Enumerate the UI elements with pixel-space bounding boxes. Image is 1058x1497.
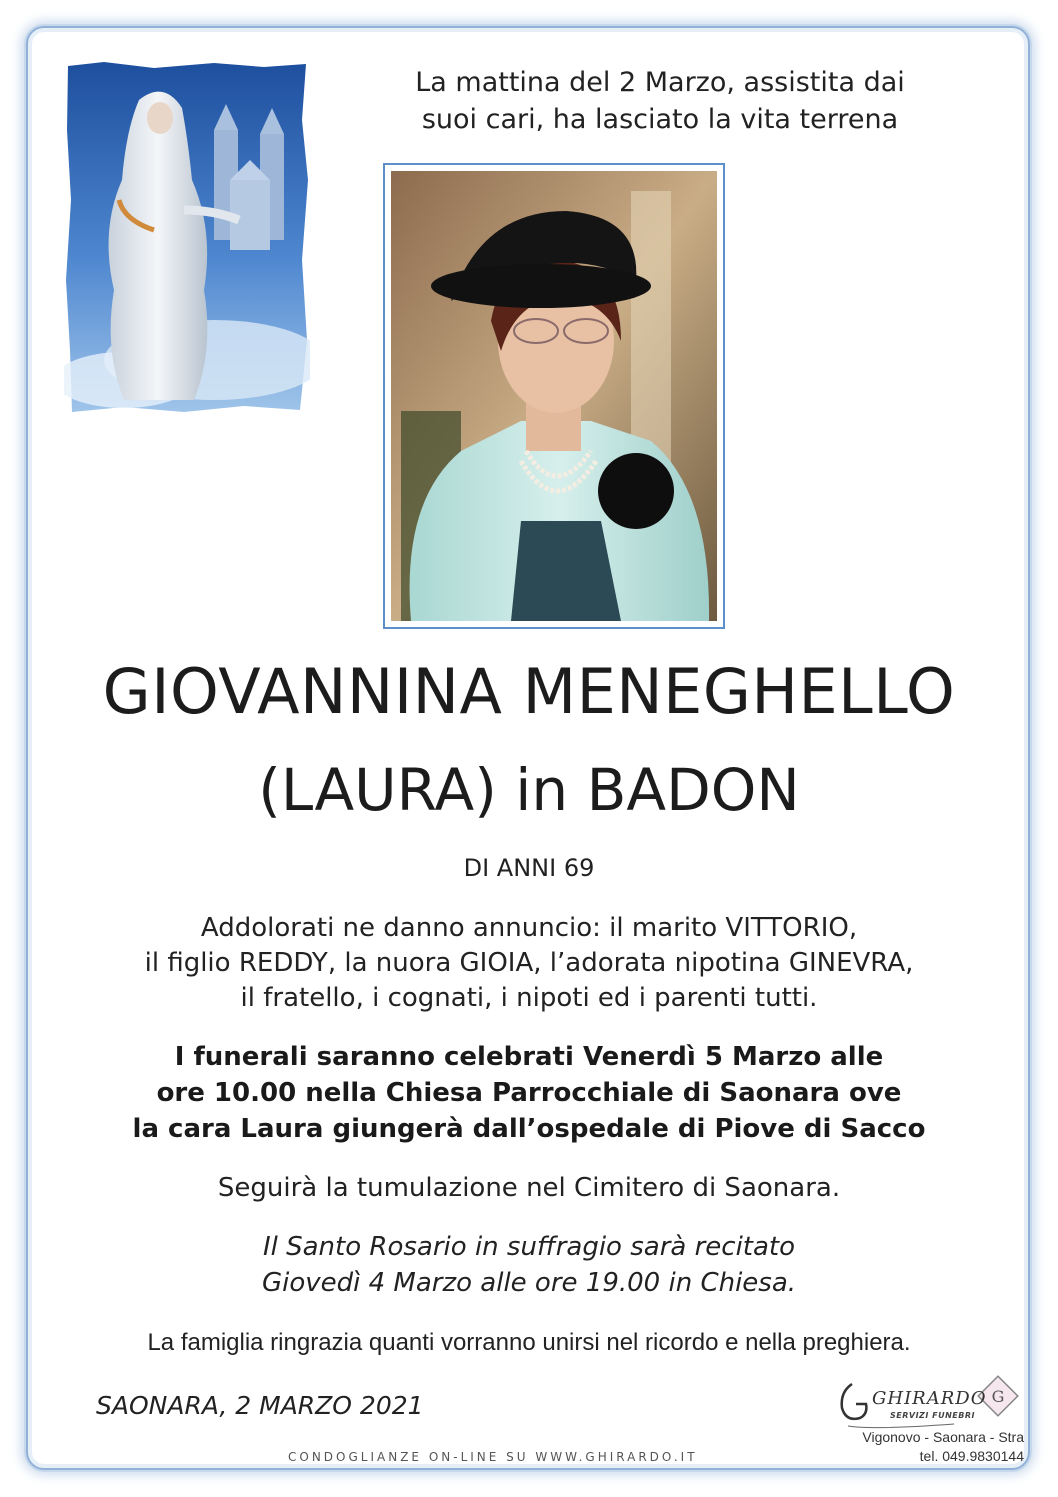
rosary-line-1: Il Santo Rosario in suffragio sarà recitato xyxy=(262,1232,796,1262)
funeral-details xyxy=(80,1039,978,1147)
portrait-photo xyxy=(391,171,717,621)
deceased-age: DI ANNI 69 xyxy=(463,854,595,882)
agency-phone: tel. 049.9830144 xyxy=(919,1448,1024,1464)
agency-subtitle: SERVIZI FUNEBRI xyxy=(890,1411,975,1420)
funeral-line-3: la cara Laura giungerà dall’ospedale di Piove di Sacco xyxy=(132,1114,926,1144)
condolences-website: CONDOGLIANZE ON-LINE SU WWW.GHIRARDO.IT xyxy=(288,1450,698,1464)
deceased-name-line-2: (LAURA) in BADON xyxy=(258,756,800,824)
madonna-holy-image xyxy=(64,60,310,416)
family-thanks: La famiglia ringrazia quanti vorranno unirsi nel ricordo e nella preghiera. xyxy=(147,1329,911,1356)
rosary-details xyxy=(0,1229,1058,1301)
intro-line-1: La mattina del 2 Marzo, assistita dai xyxy=(415,67,905,98)
mourners-announcement xyxy=(80,911,978,1016)
burial-details: Seguirà la tumulazione nel Cimitero di Saonara. xyxy=(217,1173,841,1203)
intro-line-2: suoi cari, ha lasciato la vita terrena xyxy=(421,104,899,135)
intro-text xyxy=(360,64,960,138)
agency-name: GHIRARDO xyxy=(872,1388,987,1409)
mourners-line-1: Addolorati ne danno annuncio: il marito VITTORIO, xyxy=(200,913,858,943)
funeral-line-1: I funerali saranno celebrati Venerdì 5 Marzo alle xyxy=(174,1042,884,1072)
portrait-frame xyxy=(383,163,725,629)
agency-monogram: G xyxy=(991,1387,1005,1406)
mourners-line-2: il figlio REDDY, la nuora GIOIA, l’adorata nipotina GINEVRA, xyxy=(144,948,914,978)
rosary-line-2: Giovedì 4 Marzo alle ore 19.00 in Chiesa. xyxy=(261,1268,797,1298)
place-and-date: SAONARA, 2 MARZO 2021 xyxy=(96,1391,424,1420)
agency-locations: Vigonovo - Saonara - Stra xyxy=(862,1429,1024,1445)
funeral-line-2: ore 10.00 nella Chiesa Parrocchiale di Saonara ove xyxy=(156,1078,902,1108)
deceased-name: GIOVANNINA MENEGHELLO xyxy=(102,655,956,728)
mourners-line-3: il fratello, i cognati, i nipoti ed i parenti tutti. xyxy=(240,983,818,1013)
agency-contact xyxy=(814,1428,1024,1466)
agency-logo xyxy=(834,1374,1024,1436)
